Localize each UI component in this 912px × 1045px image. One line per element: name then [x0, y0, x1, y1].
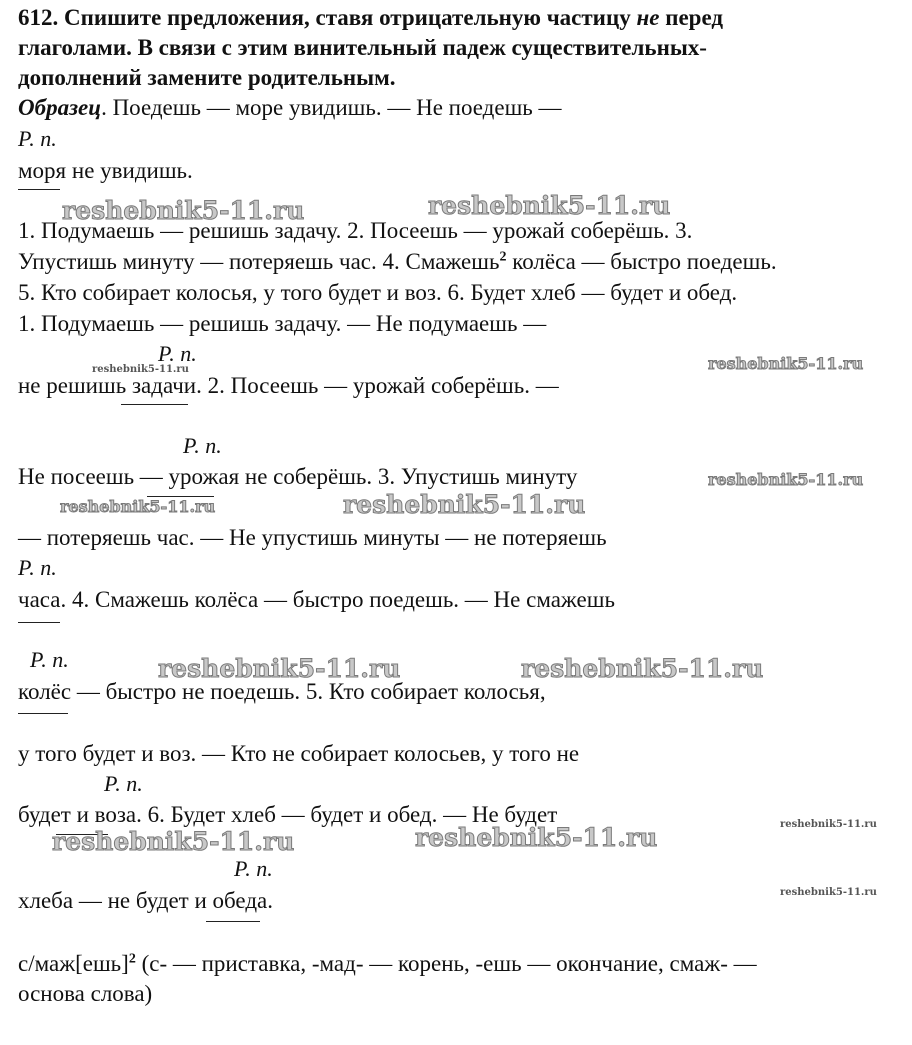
case-label: Р. п.	[18, 126, 57, 151]
morpheme-line-2: основа слова)	[18, 981, 153, 1006]
sample-label: Образец	[18, 95, 102, 120]
watermark: reshebnik5-11.ru	[415, 823, 658, 852]
watermark: reshebnik5-11.ru	[60, 497, 216, 516]
watermark: reshebnik5-11.ru	[158, 654, 401, 683]
answer-line-8: будет и воза. 6. Будет хлеб — будет и обед. — Не будет	[18, 802, 558, 827]
watermark: reshebnik5-11.ru	[708, 470, 864, 489]
sample-line-2: моря не увидишь.	[18, 158, 193, 183]
exercise-line-3: 5. Кто собирает колосья, у того будет и воз. 6. Будет хлеб — будет и обед.	[18, 280, 738, 305]
watermark: reshebnik5-11.ru	[52, 827, 295, 856]
task-title-line-2: глаголами. В связи с этим винительный падеж существительных-	[18, 35, 707, 60]
footnote-mark: 2	[128, 951, 136, 967]
watermark: reshebnik5-11.ru	[92, 364, 189, 375]
morpheme-word: с/маж[ешь]	[18, 951, 129, 976]
watermark: reshebnik5-11.ru	[343, 490, 586, 519]
morpheme-line-1: с/маж[ешь]$^2$ (с- — приставка, -мад- — корень, -ешь — окончание, смаж- —	[18, 951, 757, 976]
footnote-mark: 2	[499, 249, 507, 265]
answer-line-6: колёс — быстро не поедешь. 5. Кто собирает колосья,	[18, 679, 546, 704]
watermark: reshebnik5-11.ru	[780, 819, 877, 830]
answer-line-2: не решишь задачи. 2. Посеешь — урожай соберёшь. —	[18, 373, 559, 398]
case-label: Р. п.	[18, 555, 57, 580]
task-title-line-1: 612. Спишите предложения, ставя отрицательную частицу не перед	[18, 5, 723, 30]
task-number: 612.	[18, 5, 59, 30]
case-label: Р. п.	[158, 341, 197, 366]
underline	[18, 189, 60, 190]
case-label: Р. п.	[183, 433, 222, 458]
case-label: Р. п.	[30, 647, 69, 672]
case-label: Р. п.	[234, 856, 273, 881]
underline	[18, 622, 60, 623]
sample-line-1: Образец. Поедешь — море увидишь. — Не поедешь —	[18, 95, 562, 120]
answer-line-3: Не посеешь — урожая не соберёшь. 3. Упустишь минуту	[18, 464, 578, 489]
answer-line-4: — потеряешь час. — Не упустишь минуты — не потеряешь	[18, 525, 607, 550]
exercise-line-1: 1. Подумаешь — решишь задачу. 2. Посеешь — урожай соберёшь. 3.	[18, 218, 693, 243]
task-title-line-3: дополнений замените родительным.	[18, 65, 396, 90]
watermark: reshebnik5-11.ru	[428, 191, 671, 220]
watermark: reshebnik5-11.ru	[780, 887, 877, 898]
watermark: reshebnik5-11.ru	[62, 196, 305, 225]
answer-line-7: у того будет и воз. — Кто не собирает колосьев, у того не	[18, 741, 580, 766]
underline	[18, 713, 68, 714]
exercise-line-2: Упустишь минуту — потеряешь час. 4. Смажешь$^2$ колёса — быстро поедешь.	[18, 249, 777, 274]
underline	[206, 921, 260, 922]
answer-line-1: 1. Подумаешь — решишь задачу. — Не подумаешь —	[18, 311, 547, 336]
particle-ne: не	[636, 5, 660, 30]
watermark: reshebnik5-11.ru	[521, 654, 764, 683]
case-label: Р. п.	[104, 771, 143, 796]
answer-line-5: часа. 4. Смажешь колёса — быстро поедешь. — Не смажешь	[18, 587, 615, 612]
watermark: reshebnik5-11.ru	[708, 354, 864, 373]
answer-line-9: хлеба — не будет и обеда.	[18, 888, 273, 913]
underline	[121, 404, 188, 405]
